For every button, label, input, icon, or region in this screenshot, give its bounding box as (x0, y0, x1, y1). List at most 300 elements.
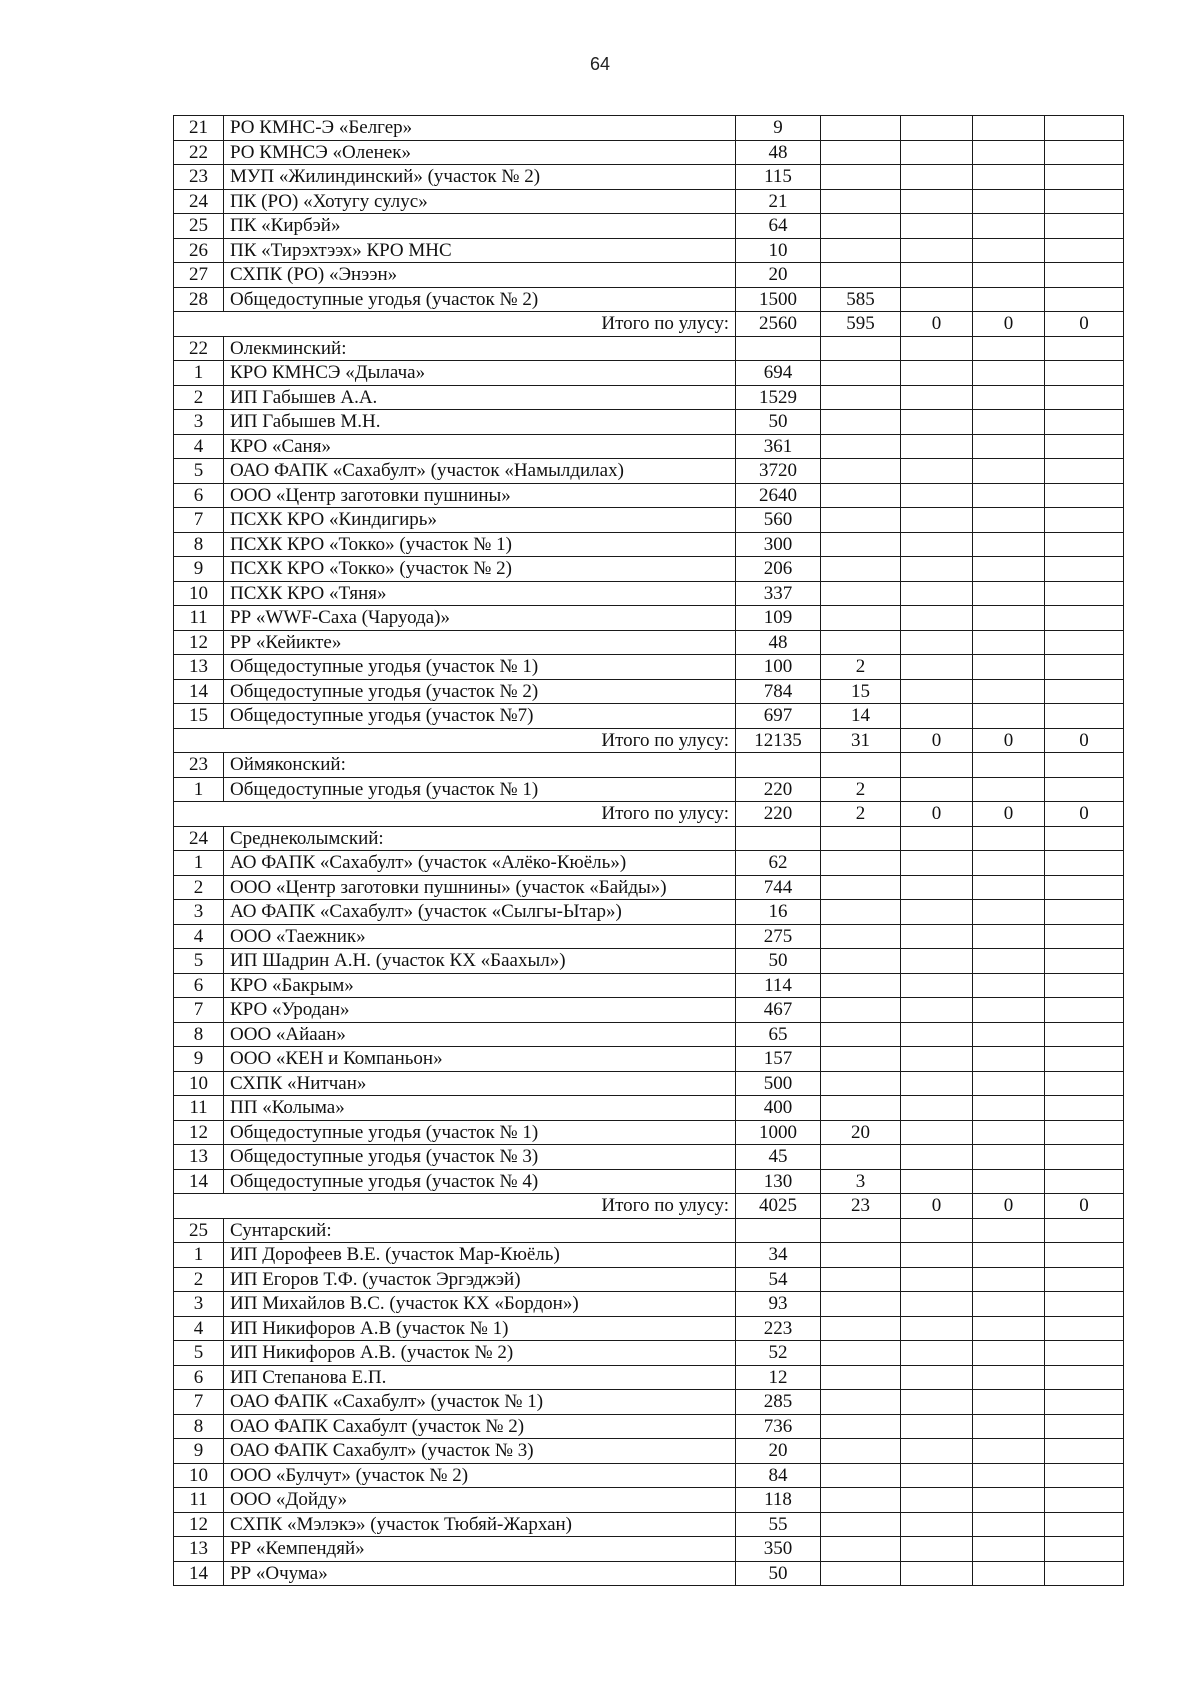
value-cell-v4: 0 (973, 1194, 1045, 1219)
value-cell-v4 (973, 1120, 1045, 1145)
row-name: ИП Габышев А.А. (224, 385, 736, 410)
value-cell-v3 (901, 483, 973, 508)
value-cell-v3 (901, 1537, 973, 1562)
row-name: ООО «Дойду» (224, 1488, 736, 1513)
value-cell-v4 (973, 998, 1045, 1023)
value-cell-v5 (1045, 336, 1124, 361)
row-name: ИП Дорофеев В.Е. (участок Мар-Кюёль) (224, 1243, 736, 1268)
table-row (174, 851, 1124, 876)
value-cell-v5: 0 (1045, 802, 1124, 827)
row-number: 3 (174, 410, 224, 435)
value-cell-v4 (973, 704, 1045, 729)
value-cell-v1: 784 (736, 679, 821, 704)
value-cell-v4 (973, 189, 1045, 214)
value-cell-v1: 694 (736, 361, 821, 386)
value-cell-v3 (901, 1512, 973, 1537)
row-name: ООО «КЕН и Компаньон» (224, 1047, 736, 1072)
value-cell-v5 (1045, 1390, 1124, 1415)
table-row (174, 483, 1124, 508)
value-cell-v1: 114 (736, 973, 821, 998)
value-cell-v4 (973, 1463, 1045, 1488)
total-label: Итого по улусу: (174, 1194, 736, 1219)
value-cell-v5 (1045, 1243, 1124, 1268)
value-cell-v4 (973, 1439, 1045, 1464)
value-cell-v5 (1045, 1316, 1124, 1341)
value-cell-v4 (973, 1145, 1045, 1170)
hunting-grounds-table (173, 115, 1124, 1586)
row-number: 4 (174, 434, 224, 459)
table-row (174, 1120, 1124, 1145)
table-row (174, 924, 1124, 949)
total-row (174, 1194, 1124, 1219)
row-number: 5 (174, 1341, 224, 1366)
row-number: 23 (174, 165, 224, 190)
table-row (174, 777, 1124, 802)
value-cell-v2 (821, 851, 901, 876)
value-cell-v1: 10 (736, 238, 821, 263)
value-cell-v4 (973, 1341, 1045, 1366)
value-cell-v2 (821, 1292, 901, 1317)
total-row (174, 312, 1124, 337)
row-name: ПСХК КРО «Токко» (участок № 2) (224, 557, 736, 582)
value-cell-v2: 595 (821, 312, 901, 337)
row-number: 9 (174, 1047, 224, 1072)
value-cell-v3 (901, 116, 973, 141)
value-cell-v5 (1045, 1439, 1124, 1464)
value-cell-v3 (901, 459, 973, 484)
value-cell-v3 (901, 410, 973, 435)
row-name: ПСХК КРО «Киндигирь» (224, 508, 736, 533)
value-cell-v2 (821, 508, 901, 533)
value-cell-v1 (736, 1218, 821, 1243)
value-cell-v1: 2640 (736, 483, 821, 508)
value-cell-v3 (901, 777, 973, 802)
table-row (174, 557, 1124, 582)
row-name: СХПК «Нитчан» (224, 1071, 736, 1096)
table-row (174, 532, 1124, 557)
row-name: АО ФАПК «Сахабулт» (участок «Сылгы-Ытар») (224, 900, 736, 925)
value-cell-v5 (1045, 434, 1124, 459)
value-cell-v5 (1045, 998, 1124, 1023)
table-row (174, 1537, 1124, 1562)
value-cell-v1: 64 (736, 214, 821, 239)
value-cell-v2 (821, 410, 901, 435)
value-cell-v3 (901, 581, 973, 606)
table-row (174, 606, 1124, 631)
table-row (174, 287, 1124, 312)
row-name: РО КМНСЭ «Оленек» (224, 140, 736, 165)
value-cell-v2 (821, 1096, 901, 1121)
value-cell-v4 (973, 1243, 1045, 1268)
value-cell-v5 (1045, 851, 1124, 876)
value-cell-v4 (973, 263, 1045, 288)
value-cell-v1: 736 (736, 1414, 821, 1439)
value-cell-v3 (901, 1096, 973, 1121)
value-cell-v3 (901, 385, 973, 410)
total-label: Итого по улусу: (174, 312, 736, 337)
value-cell-v4 (973, 140, 1045, 165)
total-row (174, 802, 1124, 827)
value-cell-v5 (1045, 1365, 1124, 1390)
value-cell-v1: 55 (736, 1512, 821, 1537)
value-cell-v5 (1045, 1512, 1124, 1537)
value-cell-v3: 0 (901, 312, 973, 337)
row-number: 6 (174, 1365, 224, 1390)
row-name: ОАО ФАПК Сахабулт (участок № 2) (224, 1414, 736, 1439)
table-row (174, 630, 1124, 655)
value-cell-v5 (1045, 1022, 1124, 1047)
row-number: 14 (174, 1561, 224, 1586)
value-cell-v4 (973, 826, 1045, 851)
row-name: Общедоступные угодья (участок №7) (224, 704, 736, 729)
value-cell-v1: 93 (736, 1292, 821, 1317)
value-cell-v4 (973, 1365, 1045, 1390)
value-cell-v3 (901, 1218, 973, 1243)
value-cell-v4 (973, 1169, 1045, 1194)
table-row (174, 1561, 1124, 1586)
value-cell-v3 (901, 1071, 973, 1096)
table-row (174, 1316, 1124, 1341)
value-cell-v1: 220 (736, 777, 821, 802)
value-cell-v1: 400 (736, 1096, 821, 1121)
table-row (174, 998, 1124, 1023)
value-cell-v2 (821, 336, 901, 361)
row-name: Олекминский: (224, 336, 736, 361)
value-cell-v5 (1045, 679, 1124, 704)
value-cell-v2: 585 (821, 287, 901, 312)
table-row (174, 1071, 1124, 1096)
value-cell-v5 (1045, 753, 1124, 778)
table-body (174, 116, 1124, 1586)
row-number: 22 (174, 336, 224, 361)
row-number: 7 (174, 998, 224, 1023)
table-row (174, 1022, 1124, 1047)
value-cell-v4: 0 (973, 312, 1045, 337)
value-cell-v4 (973, 900, 1045, 925)
value-cell-v5 (1045, 385, 1124, 410)
value-cell-v2 (821, 606, 901, 631)
row-number: 8 (174, 1022, 224, 1047)
value-cell-v2 (821, 973, 901, 998)
row-name: ООО «Таежник» (224, 924, 736, 949)
value-cell-v5 (1045, 581, 1124, 606)
row-number: 2 (174, 1267, 224, 1292)
row-number: 9 (174, 1439, 224, 1464)
value-cell-v1: 3720 (736, 459, 821, 484)
value-cell-v2 (821, 1463, 901, 1488)
row-name: Общедоступные угодья (участок № 3) (224, 1145, 736, 1170)
table-row (174, 189, 1124, 214)
row-name: ИП Михайлов В.С. (участок КХ «Бордон») (224, 1292, 736, 1317)
table-row (174, 1488, 1124, 1513)
table-row (174, 973, 1124, 998)
value-cell-v1: 62 (736, 851, 821, 876)
total-label: Итого по улусу: (174, 802, 736, 827)
row-name: ПСХК КРО «Тяня» (224, 581, 736, 606)
value-cell-v3: 0 (901, 802, 973, 827)
value-cell-v2 (821, 434, 901, 459)
value-cell-v4 (973, 875, 1045, 900)
table-row (174, 704, 1124, 729)
value-cell-v1: 84 (736, 1463, 821, 1488)
value-cell-v1: 118 (736, 1488, 821, 1513)
row-name: РР «Кейикте» (224, 630, 736, 655)
row-name: ООО «Булчут» (участок № 2) (224, 1463, 736, 1488)
row-name: КРО «Бакрым» (224, 973, 736, 998)
row-name: ИП Никифоров А.В. (участок № 2) (224, 1341, 736, 1366)
value-cell-v4 (973, 777, 1045, 802)
value-cell-v4 (973, 630, 1045, 655)
table-row (174, 165, 1124, 190)
value-cell-v1: 45 (736, 1145, 821, 1170)
total-label: Итого по улусу: (174, 728, 736, 753)
row-name: ПП «Колыма» (224, 1096, 736, 1121)
value-cell-v2 (821, 214, 901, 239)
value-cell-v1 (736, 826, 821, 851)
value-cell-v4 (973, 949, 1045, 974)
value-cell-v1: 1529 (736, 385, 821, 410)
value-cell-v3 (901, 1267, 973, 1292)
value-cell-v3 (901, 557, 973, 582)
value-cell-v1: 109 (736, 606, 821, 631)
table-row (174, 385, 1124, 410)
value-cell-v5 (1045, 410, 1124, 435)
value-cell-v5 (1045, 508, 1124, 533)
row-name: ИП Егоров Т.Ф. (участок Эргэджэй) (224, 1267, 736, 1292)
table-row (174, 1047, 1124, 1072)
value-cell-v2 (821, 1390, 901, 1415)
row-number: 5 (174, 949, 224, 974)
value-cell-v3 (901, 361, 973, 386)
table-row (174, 1439, 1124, 1464)
value-cell-v4 (973, 361, 1045, 386)
value-cell-v5 (1045, 630, 1124, 655)
row-name: СХПК (РО) «Энээн» (224, 263, 736, 288)
row-number: 1 (174, 777, 224, 802)
value-cell-v5 (1045, 189, 1124, 214)
value-cell-v3 (901, 434, 973, 459)
value-cell-v4 (973, 1414, 1045, 1439)
value-cell-v1: 361 (736, 434, 821, 459)
table-row (174, 1243, 1124, 1268)
value-cell-v2 (821, 1561, 901, 1586)
value-cell-v1: 50 (736, 410, 821, 435)
value-cell-v2 (821, 1341, 901, 1366)
row-name: РР «WWF-Саха (Чаруода)» (224, 606, 736, 631)
value-cell-v1: 560 (736, 508, 821, 533)
row-number: 13 (174, 655, 224, 680)
row-number: 11 (174, 606, 224, 631)
value-cell-v3 (901, 1169, 973, 1194)
value-cell-v2: 3 (821, 1169, 901, 1194)
value-cell-v4 (973, 336, 1045, 361)
table-row (174, 1512, 1124, 1537)
value-cell-v4 (973, 973, 1045, 998)
value-cell-v4 (973, 924, 1045, 949)
value-cell-v4 (973, 385, 1045, 410)
value-cell-v4 (973, 581, 1045, 606)
row-name: МУП «Жилиндинский» (участок № 2) (224, 165, 736, 190)
value-cell-v1: 206 (736, 557, 821, 582)
value-cell-v5 (1045, 1414, 1124, 1439)
row-number: 26 (174, 238, 224, 263)
value-cell-v1: 697 (736, 704, 821, 729)
value-cell-v3 (901, 1316, 973, 1341)
row-number: 9 (174, 557, 224, 582)
value-cell-v5 (1045, 1145, 1124, 1170)
value-cell-v3 (901, 189, 973, 214)
value-cell-v4 (973, 655, 1045, 680)
value-cell-v2 (821, 140, 901, 165)
value-cell-v5 (1045, 1341, 1124, 1366)
value-cell-v4 (973, 287, 1045, 312)
value-cell-v2 (821, 1316, 901, 1341)
value-cell-v4 (973, 532, 1045, 557)
value-cell-v5 (1045, 459, 1124, 484)
value-cell-v2: 14 (821, 704, 901, 729)
value-cell-v5 (1045, 165, 1124, 190)
value-cell-v5 (1045, 1096, 1124, 1121)
value-cell-v3 (901, 704, 973, 729)
table-row (174, 826, 1124, 851)
value-cell-v4 (973, 1390, 1045, 1415)
value-cell-v3: 0 (901, 728, 973, 753)
value-cell-v1: 9 (736, 116, 821, 141)
value-cell-v4 (973, 1292, 1045, 1317)
value-cell-v4 (973, 238, 1045, 263)
value-cell-v3 (901, 900, 973, 925)
value-cell-v1: 337 (736, 581, 821, 606)
table-row (174, 410, 1124, 435)
value-cell-v5 (1045, 655, 1124, 680)
value-cell-v2 (821, 1267, 901, 1292)
row-number: 14 (174, 1169, 224, 1194)
value-cell-v4 (973, 606, 1045, 631)
row-number: 25 (174, 1218, 224, 1243)
value-cell-v4 (973, 1047, 1045, 1072)
value-cell-v5 (1045, 1169, 1124, 1194)
value-cell-v1: 54 (736, 1267, 821, 1292)
value-cell-v4 (973, 1561, 1045, 1586)
value-cell-v2 (821, 875, 901, 900)
value-cell-v1: 65 (736, 1022, 821, 1047)
value-cell-v2 (821, 998, 901, 1023)
value-cell-v1: 1500 (736, 287, 821, 312)
row-name: Сунтарский: (224, 1218, 736, 1243)
row-name: Общедоступные угодья (участок № 2) (224, 287, 736, 312)
value-cell-v2 (821, 263, 901, 288)
table-row (174, 1463, 1124, 1488)
value-cell-v2 (821, 1439, 901, 1464)
row-number: 12 (174, 630, 224, 655)
row-name: АО ФАПК «Сахабулт» (участок «Алёко-Кюёль») (224, 851, 736, 876)
row-number: 22 (174, 140, 224, 165)
row-name: КРО КМНСЭ «Дылача» (224, 361, 736, 386)
value-cell-v3 (901, 1292, 973, 1317)
value-cell-v2 (821, 165, 901, 190)
value-cell-v3 (901, 1365, 973, 1390)
value-cell-v3 (901, 949, 973, 974)
row-name: СХПК «Мэлэкэ» (участок Тюбяй-Жархан) (224, 1512, 736, 1537)
value-cell-v5 (1045, 1047, 1124, 1072)
value-cell-v1: 223 (736, 1316, 821, 1341)
table-row (174, 655, 1124, 680)
value-cell-v3 (901, 1488, 973, 1513)
table-row (174, 459, 1124, 484)
value-cell-v1: 48 (736, 140, 821, 165)
value-cell-v4 (973, 1267, 1045, 1292)
value-cell-v1: 21 (736, 189, 821, 214)
table-row (174, 753, 1124, 778)
value-cell-v4: 0 (973, 728, 1045, 753)
table-row (174, 214, 1124, 239)
row-name: КРО «Саня» (224, 434, 736, 459)
value-cell-v3 (901, 1047, 973, 1072)
table-row (174, 361, 1124, 386)
row-number: 27 (174, 263, 224, 288)
row-number: 8 (174, 532, 224, 557)
value-cell-v5 (1045, 238, 1124, 263)
value-cell-v4 (973, 483, 1045, 508)
value-cell-v5 (1045, 1537, 1124, 1562)
value-cell-v1: 130 (736, 1169, 821, 1194)
value-cell-v1: 300 (736, 532, 821, 557)
value-cell-v3 (901, 532, 973, 557)
table-row (174, 1292, 1124, 1317)
value-cell-v4 (973, 116, 1045, 141)
value-cell-v5: 0 (1045, 728, 1124, 753)
row-number: 11 (174, 1488, 224, 1513)
value-cell-v5 (1045, 875, 1124, 900)
row-name: ПК «Тирэхтээх» КРО МНС (224, 238, 736, 263)
value-cell-v2 (821, 1365, 901, 1390)
value-cell-v5 (1045, 1071, 1124, 1096)
value-cell-v5 (1045, 1267, 1124, 1292)
value-cell-v1: 50 (736, 949, 821, 974)
value-cell-v5: 0 (1045, 312, 1124, 337)
row-number: 2 (174, 385, 224, 410)
row-name: Общедоступные угодья (участок № 1) (224, 1120, 736, 1145)
value-cell-v5 (1045, 777, 1124, 802)
row-number: 25 (174, 214, 224, 239)
value-cell-v1: 20 (736, 263, 821, 288)
row-name: РО КМНС-Э «Белгер» (224, 116, 736, 141)
value-cell-v1: 500 (736, 1071, 821, 1096)
value-cell-v4 (973, 1096, 1045, 1121)
row-number: 1 (174, 1243, 224, 1268)
value-cell-v5 (1045, 140, 1124, 165)
value-cell-v3 (901, 973, 973, 998)
value-cell-v3 (901, 165, 973, 190)
value-cell-v2: 15 (821, 679, 901, 704)
value-cell-v1: 52 (736, 1341, 821, 1366)
row-number: 15 (174, 704, 224, 729)
row-number: 13 (174, 1537, 224, 1562)
row-number: 1 (174, 851, 224, 876)
table-row (174, 679, 1124, 704)
value-cell-v3 (901, 140, 973, 165)
value-cell-v1: 1000 (736, 1120, 821, 1145)
value-cell-v1: 16 (736, 900, 821, 925)
total-row (174, 728, 1124, 753)
row-name: Общедоступные угодья (участок № 1) (224, 777, 736, 802)
value-cell-v4 (973, 1218, 1045, 1243)
value-cell-v2 (821, 459, 901, 484)
table-row (174, 116, 1124, 141)
value-cell-v2: 20 (821, 1120, 901, 1145)
value-cell-v4: 0 (973, 802, 1045, 827)
value-cell-v3 (901, 655, 973, 680)
